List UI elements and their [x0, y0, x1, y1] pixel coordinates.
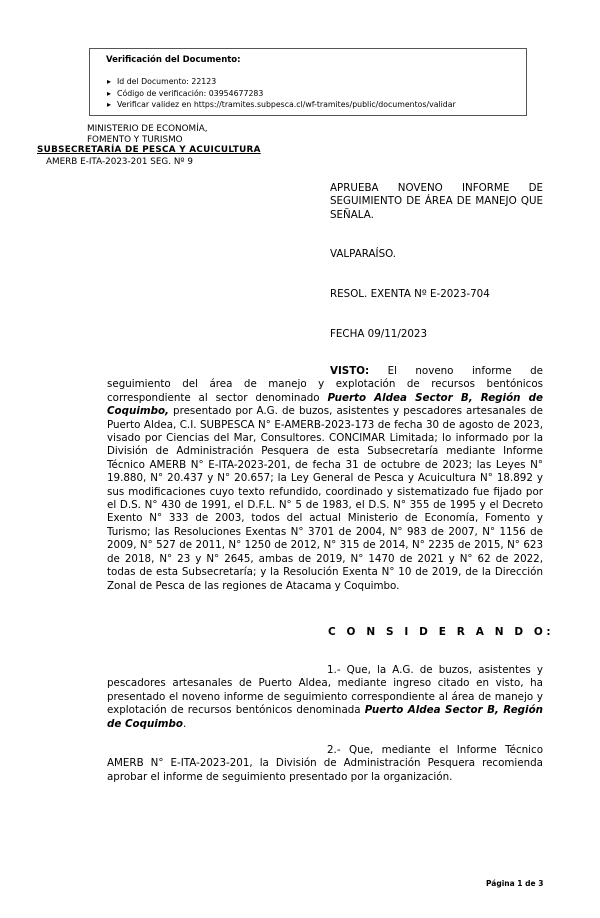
resolution-date: FECHA 09/11/2023	[330, 328, 428, 340]
subsecretaria-name: SUBSECRETARÍA DE PESCA Y ACUICULTURA	[37, 145, 261, 155]
visto-area-name: Puerto Aldea Sector B, Región de Coquimbo,	[107, 391, 543, 418]
ministry-name-line2: FOMENTO Y TURISMO	[87, 135, 183, 145]
ministry-name: MINISTERIO DE ECONOMÍA,	[87, 124, 208, 134]
visto-text-b: presentado por A.G. de buzos, asistentes y pescadores artesanales de Puerto Aldea, C.I. SUBPESCA N° E-AMERB-2023-173 de fecha 30 de agosto de 2023, visado por Ciencias del Mar, Consultores. CONCIMAR Limitada; lo informado por la División de Administración Pesquera de esta Subsecretaría mediante Informe Técnico AMERB N° E-ITA-2023-201, de fecha 31 de octubre de 2023; las Leyes N° 19.880, N° 20.437 y N° 20.657; la Ley General de Pesca y Acuicultura N° 18.892 y sus modificaciones cuyo texto refundido, coordinado y sistematizado fue fijado por el D.S. N° 430 de 1991, el D.F.L. N° 5 de 1983, el D.S. N° 355 de 1995 y el Decreto Exento N° 333 de 2003, todos del actual Ministerio de Economía, Fomento y Turismo; las Resoluciones Exentas N° 3701 de 2004, N° 983 de 2007, N° 1156 de 2009, N° 527 de 2011, N° 1250 de 2012, N° 315 de 2014, N° 2235 de 2015, N° 623 de 2018, N° 23 y N° 2645, ambas de 2019, N° 1470 de 2021 y N° 62 de 2022, todas de esta Subsecretaría; y la Resolución Exenta N° 10 de 2019, de la Dirección Zonal de Pesca de las regiones de Atacama y Coquimbo.	[107, 405, 543, 592]
verification-link[interactable]: ▸ Verificar validez en https://tramites.subpesca.cl/wf-tramites/public/documentos/validar	[107, 99, 456, 111]
considerando-heading: C O N S I D E R A N D O:	[328, 626, 555, 638]
considerando-paragraph-1	[107, 664, 543, 731]
verification-list	[107, 76, 456, 111]
verification-code: ▸ Código de verificación: 03954677283	[107, 88, 456, 100]
verification-title: Verificación del Documento:	[106, 55, 241, 65]
page-number: Página 1 de 3	[486, 879, 544, 888]
visto-label: VISTO:	[330, 365, 370, 377]
resolution-number: RESOL. EXENTA Nº E-2023-704	[330, 288, 490, 300]
visto-paragraph	[107, 365, 543, 593]
p1-area-name: Puerto Aldea Sector B, Región de Coquimbo	[107, 704, 543, 730]
considerando-paragraph-2: 2.- Que, mediante el Informe Técnico AMERB N° E-ITA-2023-201, la División de Administración Pesquera recomienda aprobar el informe de seguimiento presentado por la organización.	[107, 744, 543, 783]
visto-text-a: El noveno informe de seguimiento del área de manejo y explotación de recursos bentónicos correspondiente al sector denominado	[107, 365, 543, 404]
verification-box	[89, 48, 527, 116]
p1-text: 1.- Que, la A.G. de buzos, asistentes y pescadores artesanales de Puerto Aldea, mediante ingreso citado en visto, ha presentado el noveno informe de seguimiento correspondiente al área de manejo y explotación de recursos bentónicos denominada	[107, 664, 543, 717]
reference-number: AMERB E-ITA-2023-201 SEG. Nº 9	[46, 157, 193, 167]
document-id: ▸ Id del Documento: 22123	[107, 76, 456, 88]
resolution-title: APRUEBA NOVENO INFORME DE SEGUIMIENTO DE ÁREA DE MANEJO QUE SEÑALA.	[330, 182, 543, 221]
p1-end: .	[182, 717, 187, 730]
city: VALPARAÍSO.	[330, 248, 397, 260]
